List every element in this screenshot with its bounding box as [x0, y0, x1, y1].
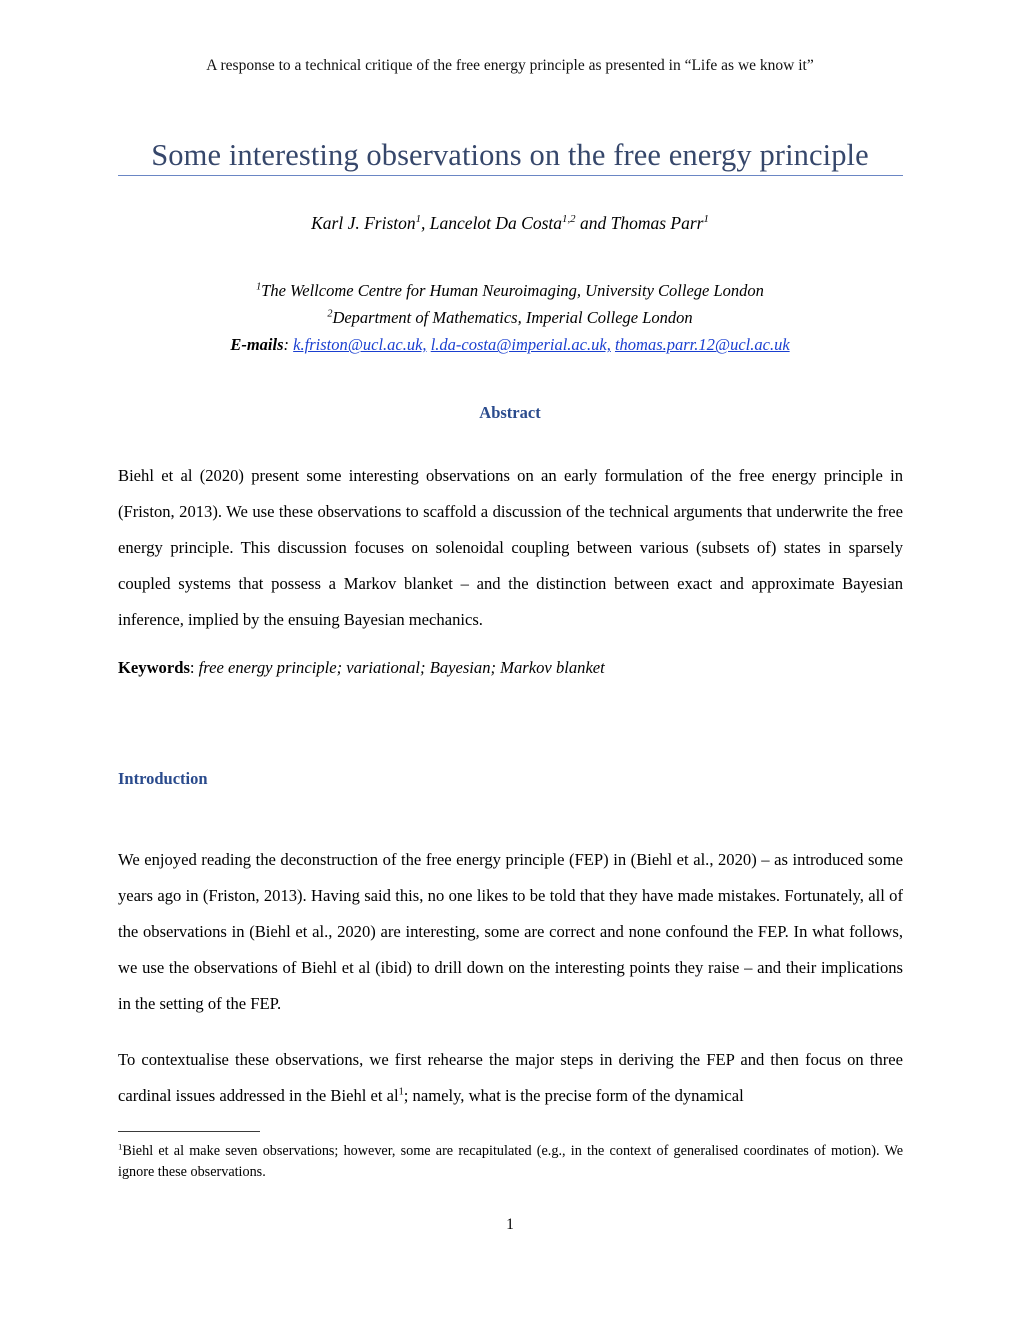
affiliation-2-marker: 2 [327, 308, 333, 320]
page-number: 1 [506, 1216, 514, 1233]
keywords-list: free energy principle; variational; Bayesian; Markov blanket [198, 658, 605, 677]
author-separator-2: and [575, 213, 611, 233]
emails-label: E-mails [230, 335, 284, 355]
introduction-paragraph-2-text-a: To contextualise these observations, we first rehearse the major steps in deriving the FEP and then focus on three cardinal issues addressed in the Biehl et al [118, 1050, 903, 1105]
abstract-body: Biehl et al (2020) present some interesting observations on an early formulation of the free energy principle in (Friston, 2013). We use these observations to scaffold a discussion of the technical arguments that underwrite the free energy principle. This discussion focuses on solenoidal coupling between various (subsets of) states in sparsely coupled systems that possess a Markov blanket – and the distinction between exact and approximate Bayesian inference, implied by the ensuing Bayesian mechanics. [118, 466, 903, 629]
title-divider [118, 175, 903, 176]
affiliation-2-text: Department of Mathematics, Imperial College London [332, 308, 693, 328]
affiliation-1 [0, 277, 1020, 304]
affiliation-block [0, 277, 1020, 359]
footnote-1 [118, 1141, 903, 1183]
footnote-marker: 1 [118, 1141, 123, 1152]
keywords-label: Keywords [118, 658, 190, 677]
abstract-heading: Abstract [479, 403, 541, 422]
footnote-divider [118, 1131, 260, 1132]
author-2-affiliation-marker: 1,2 [562, 213, 576, 226]
affiliation-1-text: The Wellcome Centre for Human Neuroimaging, University College London [261, 281, 764, 300]
introduction-heading: Introduction [118, 769, 208, 788]
introduction-paragraph-2-text-b: ; namely, what is the precise form of the dynamical [403, 1086, 744, 1105]
footnote-text: Biehl et al make seven observations; however, some are recapitulated (e.g., in the context of generalised coordinates of motion). We ignore these observations. [118, 1143, 903, 1180]
keywords-line [118, 650, 903, 686]
emails-line [0, 331, 1020, 358]
email-link-parr[interactable]: thomas.parr.12@ucl.ac.uk [614, 335, 790, 355]
author-3-name: Thomas Parr [610, 213, 704, 233]
affiliation-1-marker: 1 [256, 281, 262, 293]
author-separator-1: , [421, 213, 430, 233]
author-line [0, 212, 1020, 235]
email-link-da-costa[interactable]: l.da-costa@imperial.ac.uk, [430, 335, 611, 355]
author-1-name: Karl J. Friston [311, 213, 416, 233]
introduction-paragraph-2 [118, 1042, 903, 1114]
author-3-affiliation-marker: 1 [703, 213, 709, 226]
footnote-reference-marker[interactable]: 1 [398, 1086, 404, 1098]
introduction-paragraph-1: We enjoyed reading the deconstruction of the free energy principle (FEP) in (Biehl et al., 2020) – as introduced some years ago in (Friston, 2013). Having said this, no one likes to be told that they have made mistakes. Fortunately, all of the observations in (Biehl et al., 2020) are interesting, some are correct and none confound the FEP. In what follows, we use the observations of Biehl et al (ibid) to drill down on the interesting points they raise – and their implications in the setting of the FEP. [118, 850, 903, 1013]
running-header: A response to a technical critique of the free energy principle as presented in “Life as we know it” [206, 57, 814, 74]
emails-colon: : [283, 335, 294, 355]
keywords-colon: : [189, 658, 199, 677]
email-link-friston[interactable]: k.friston@ucl.ac.uk, [293, 335, 427, 355]
author-1-affiliation-marker: 1 [415, 213, 422, 226]
affiliation-2 [0, 304, 1020, 331]
author-2-name: Lancelot Da Costa [429, 213, 563, 233]
page-title: Some interesting observations on the free energy principle [151, 138, 869, 173]
